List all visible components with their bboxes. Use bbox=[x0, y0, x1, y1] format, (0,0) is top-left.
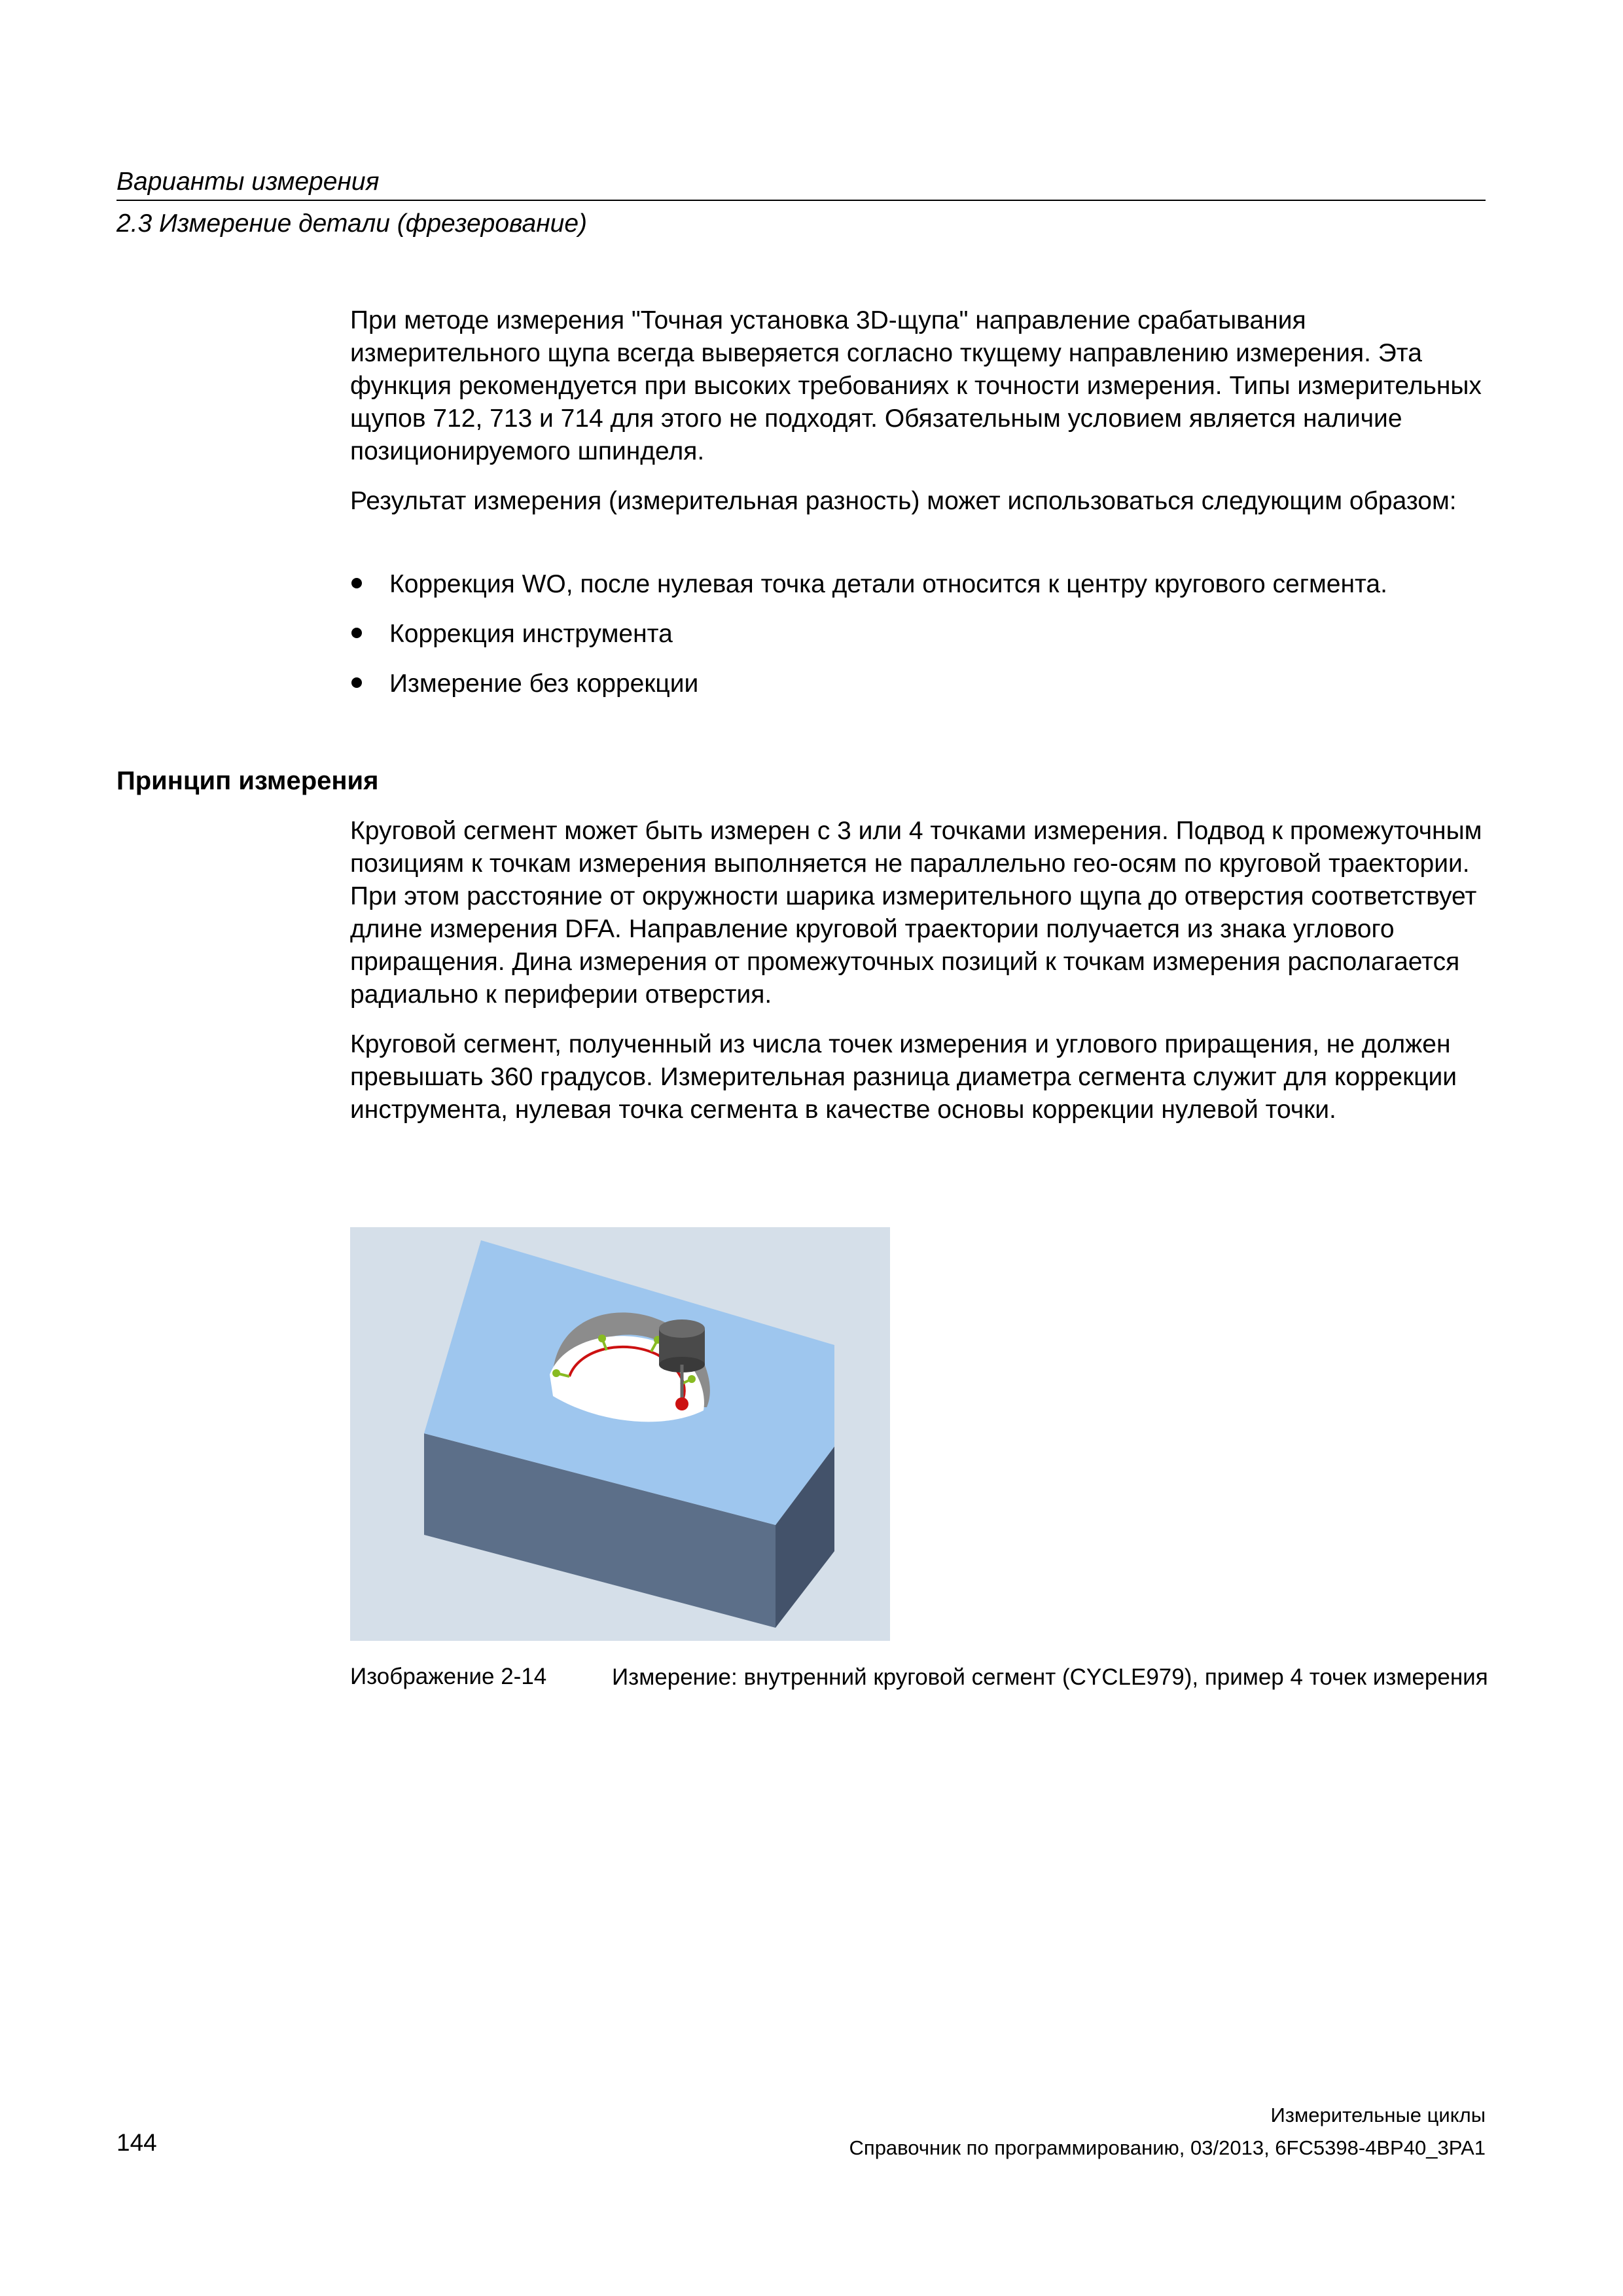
list-item bbox=[350, 618, 1492, 651]
header-rule bbox=[116, 200, 1486, 201]
measuring-point-1 bbox=[552, 1369, 560, 1377]
measuring-point-2 bbox=[598, 1335, 606, 1342]
measuring-point-4 bbox=[688, 1375, 696, 1383]
figure-illustration bbox=[350, 1227, 890, 1641]
figure-caption: Измерение: внутренний круговой сегмент (CYCLE979), пример 4 точек измерения bbox=[612, 1664, 1488, 1690]
result-usage-list bbox=[350, 568, 1492, 717]
bullet-icon bbox=[351, 578, 362, 588]
figure-label: Изображение 2-14 bbox=[350, 1664, 547, 1689]
intro-paragraph-1: При методе измерения "Точная установка 3D-щупа" направление срабатывания измерительного щупа всегда выверяется согласно ткущему направлению измерения. Эта функция рекомендуется при высоких требованиях к точности измерения. Типы измерительных щупов 712, 713 и 714 для этого не подходят. Обязательным условием является наличие позиционируемого шпинделя. bbox=[350, 306, 1482, 465]
section-heading: Принцип измерения bbox=[116, 766, 379, 795]
intro-paragraph-2: Результат измерения (измерительная разность) может использоваться следующим образом: bbox=[350, 487, 1457, 515]
principle-paragraph-1: Круговой сегмент может быть измерен с 3 или 4 точками измерения. Подвод к промежуточным позициям к точкам измерения выполняется не параллельно гео-осям по круговой траектории. При этом расстояние от окружности шарика измерительного щупа до отверстия соответствует длине измерения DFA. Направление круговой траектории получается из знака углового приращения. Дина измерения от промежуточных позиций к точкам измерения располагается радиально к периферии отверстия. bbox=[350, 817, 1482, 1009]
list-item-text: Коррекция WO, после нулевая точка детали относится к центру кругового сегмента. bbox=[389, 570, 1387, 598]
principle-block bbox=[350, 815, 1492, 1126]
probe-ball bbox=[675, 1397, 688, 1410]
bullet-icon bbox=[351, 677, 362, 688]
intro-block bbox=[350, 304, 1492, 518]
footer-book-title: Измерительные циклы bbox=[1270, 2104, 1486, 2126]
list-item-text: Коррекция инструмента bbox=[389, 620, 673, 648]
principle-paragraph-2: Круговой сегмент, полученный из числа точек измерения и углового приращения, не должен превышать 360 градусов. Измерительная разница диаметра сегмента служит для коррекции инструмента, нулевая точка сегмента в качестве основы коррекции нулевой точки. bbox=[350, 1030, 1457, 1124]
list-item bbox=[350, 668, 1492, 700]
probe-top bbox=[659, 1319, 705, 1338]
list-item bbox=[350, 568, 1492, 601]
bullet-icon bbox=[351, 628, 362, 638]
page-number: 144 bbox=[116, 2129, 157, 2156]
running-header-section: 2.3 Измерение детали (фрезерование) bbox=[116, 209, 588, 238]
cycle979-illustration bbox=[350, 1227, 890, 1641]
running-header-chapter: Варианты измерения bbox=[116, 168, 380, 196]
list-item-text: Измерение без коррекции bbox=[389, 670, 699, 698]
footer-document-id: Справочник по программированию, 03/2013, 6FC5398-4BP40_3PA1 bbox=[849, 2136, 1486, 2159]
